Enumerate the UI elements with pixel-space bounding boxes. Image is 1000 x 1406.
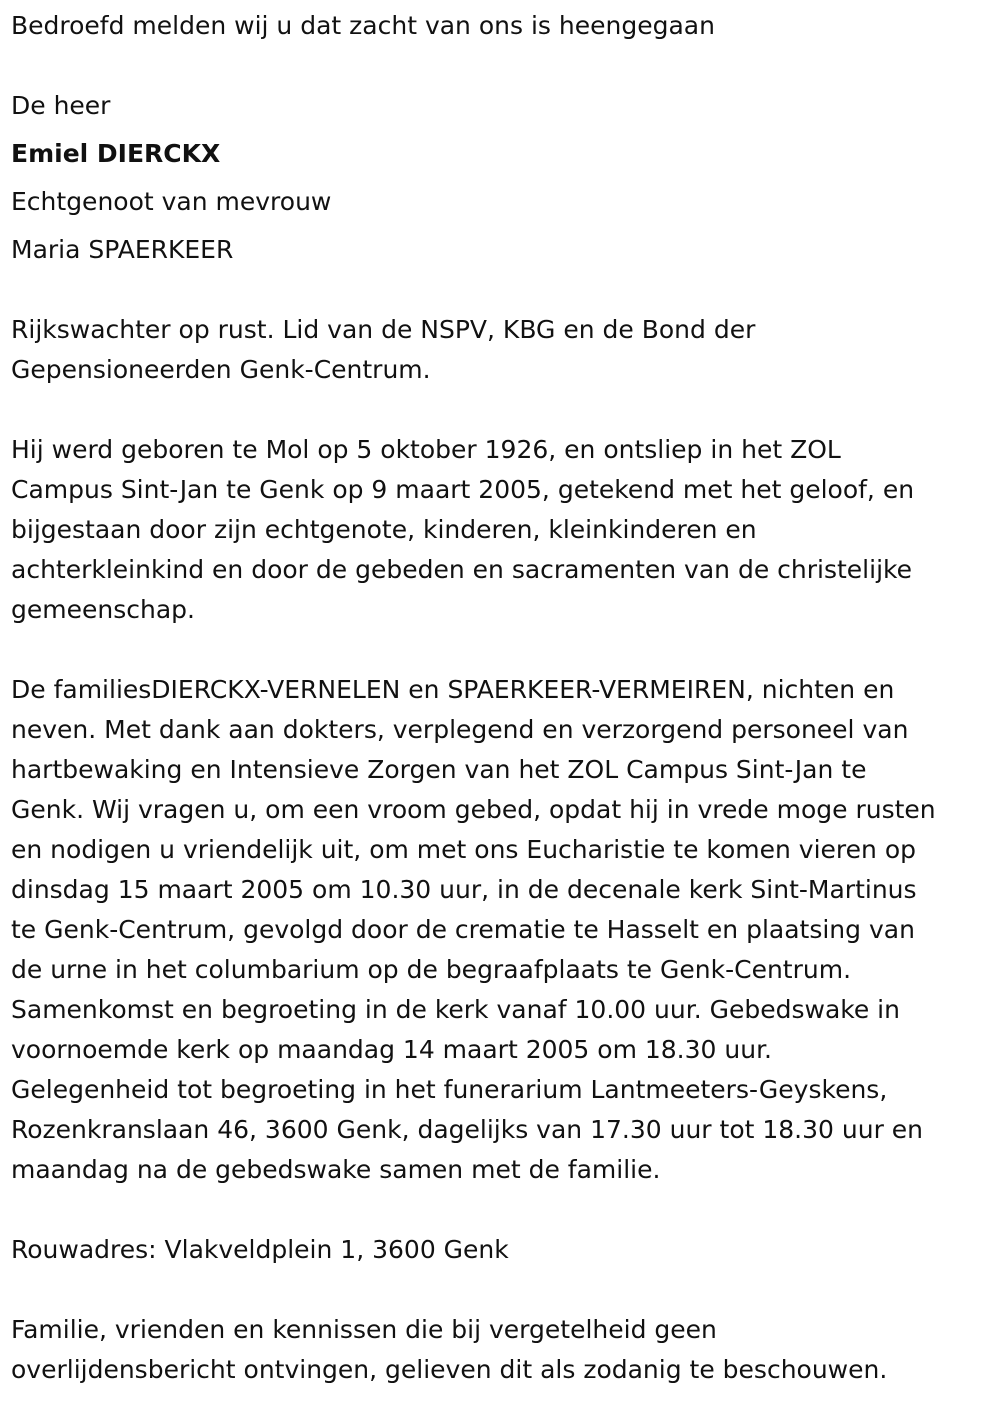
text-line: Rijkswachter op rust. Lid van de NSPV, KBG en de Bond der [11, 315, 756, 344]
spacer [11, 270, 991, 310]
text-line: Gelegenheid tot begroeting in het funerarium Lantmeeters-Geyskens, [11, 1075, 888, 1104]
text-line: Samenkomst en begroeting in de kerk vanaf 10.00 uur. Gebedswake in [11, 995, 900, 1024]
spouse-prefix: Echtgenoot van mevrouw [11, 187, 332, 216]
text-line: De familiesDIERCKX-VERNELEN en SPAERKEER-VERMEIREN, nichten en [11, 675, 895, 704]
text-line: te Genk-Centrum, gevolgd door de crematie te Hasselt en plaatsing van [11, 915, 915, 944]
text-line: Gepensioneerden Genk-Centrum. [11, 355, 431, 384]
text-line: achterkleinkind en door de gebeden en sacramenten van de christelijke [11, 555, 912, 584]
mourning-address: Rouwadres: Vlakveldplein 1, 3600 Genk [11, 1235, 509, 1264]
text-line: Familie, vrienden en kennissen die bij vergetelheid geen [11, 1315, 717, 1344]
text-line: Rozenkranslaan 46, 3600 Genk, dagelijks van 17.30 uur tot 18.30 uur en [11, 1115, 924, 1144]
text-line: Genk. Wij vragen u, om een vroom gebed, opdat hij in vrede moge rusten [11, 795, 936, 824]
text-line: gemeenschap. [11, 595, 195, 624]
text-line: overlijdensbericht ontvingen, gelieven dit als zodanig te beschouwen. [11, 1355, 888, 1384]
birth-death-paragraph [11, 430, 991, 630]
spouse-name: Maria SPAERKEER [11, 235, 234, 264]
text-line: Hij werd geboren te Mol op 5 oktober 1926, en ontsliep in het ZOL [11, 435, 841, 464]
occupation-paragraph [11, 310, 991, 390]
text-line: en nodigen u vriendelijk uit, om met ons Eucharistie te komen vieren op [11, 835, 916, 864]
family-paragraph [11, 670, 991, 1190]
text-line: voornoemde kerk op maandag 14 maart 2005 om 18.30 uur. [11, 1035, 772, 1064]
text-line: Campus Sint-Jan te Genk op 9 maart 2005, getekend met het geloof, en [11, 475, 915, 504]
text-line: bijgestaan door zijn echtgenote, kinderen, kleinkinderen en [11, 515, 757, 544]
salutation: De heer [11, 91, 111, 120]
closing-paragraph [11, 1310, 991, 1390]
spacer [11, 390, 991, 430]
text-line: de urne in het columbarium op de begraafplaats te Genk-Centrum. [11, 955, 852, 984]
spacer [11, 1270, 991, 1310]
intro-text: Bedroefd melden wij u dat zacht van ons is heengegaan [11, 11, 715, 40]
spacer [11, 630, 991, 670]
spacer [11, 46, 991, 86]
text-line: dinsdag 15 maart 2005 om 10.30 uur, in de decenale kerk Sint-Martinus [11, 875, 917, 904]
text-line: maandag na de gebedswake samen met de familie. [11, 1155, 661, 1184]
spacer [11, 1190, 991, 1230]
text-line: hartbewaking en Intensieve Zorgen van het ZOL Campus Sint-Jan te [11, 755, 867, 784]
text-line: neven. Met dank aan dokters, verplegend en verzorgend personeel van [11, 715, 909, 744]
deceased-name: Emiel DIERCKX [11, 139, 221, 168]
